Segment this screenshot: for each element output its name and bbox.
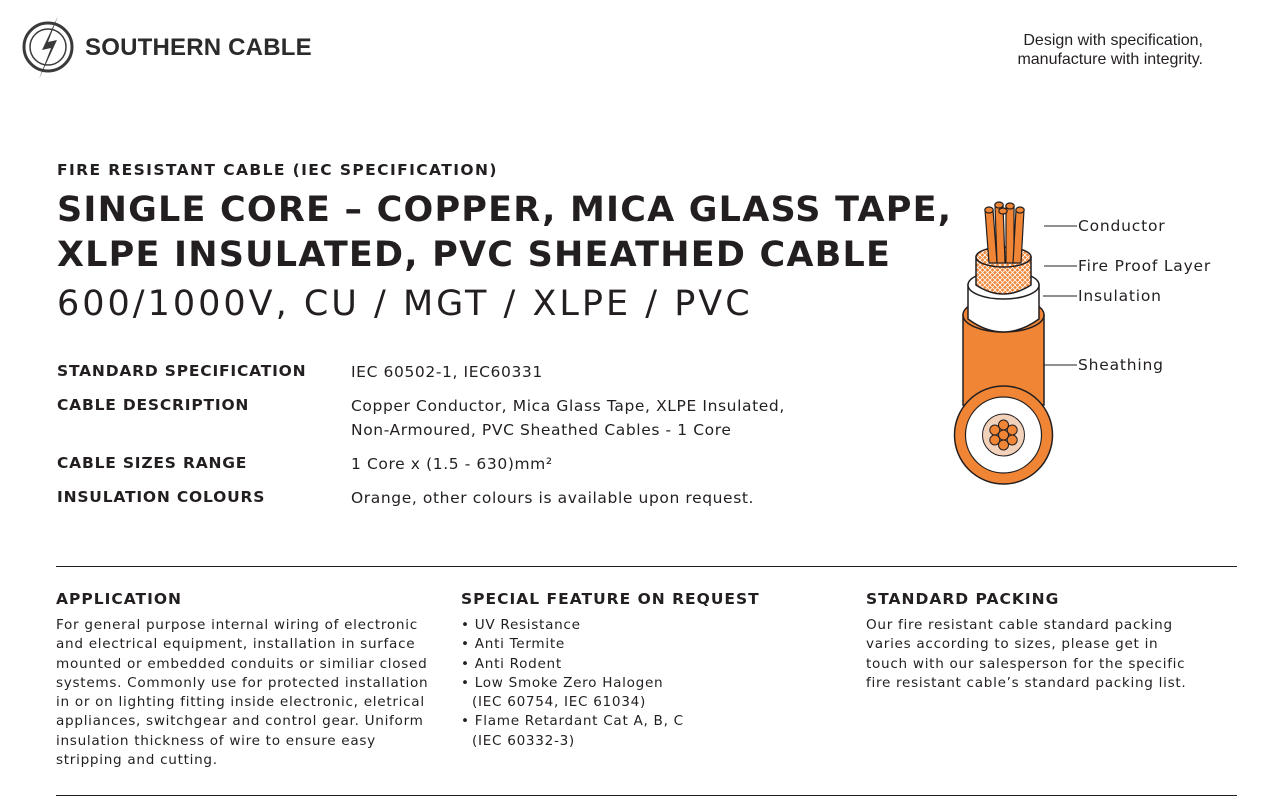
divider-top	[56, 566, 1237, 567]
feature-item-standard: (IEC 60754, IEC 61034)	[472, 694, 646, 711]
spec-value-description-line-2: Non-Armoured, PVC Sheathed Cables - 1 Core	[351, 421, 732, 439]
product-subtitle: 600/1000V, CU / MGT / XLPE / PVC	[57, 284, 753, 324]
tagline-line-2: manufacture with integrity.	[1017, 51, 1203, 68]
callout-fire-proof-layer: Fire Proof Layer	[1078, 257, 1212, 275]
product-title-line-1: SINGLE CORE – COPPER, MICA GLASS TAPE,	[57, 190, 953, 230]
application-body: For general purpose internal wiring of electronic and electrical equipment, installation in surface mounted or embedded conduits or similiar closed systems. Commonly use for protected installation in or on lighting fitting inside electronic, eletrical appliances, switchgear and control gear. Uniform insulation thickness of wire to ensure easy stripping and cutting.	[56, 617, 429, 769]
callout-sheathing: Sheathing	[1078, 356, 1164, 374]
standard-packing-section	[866, 590, 1246, 693]
feature-item-text: Anti Termite	[474, 636, 565, 653]
cable-cross-section-diagram	[940, 195, 1230, 495]
spec-value-description	[351, 394, 785, 442]
tagline	[1017, 31, 1203, 69]
feature-item-standard: (IEC 60332-3)	[472, 732, 575, 749]
spec-label-description: CABLE DESCRIPTION	[57, 396, 250, 414]
feature-item	[461, 616, 841, 635]
conductor-strands	[985, 202, 1024, 263]
feature-item-text: Anti Rodent	[474, 655, 562, 672]
special-feature-section	[461, 590, 841, 751]
spec-label-standard: STANDARD SPECIFICATION	[57, 362, 307, 380]
lightning-bolt-circle-icon	[22, 14, 76, 80]
tagline-line-1: Design with specification,	[1023, 32, 1203, 49]
callout-insulation: Insulation	[1078, 287, 1162, 305]
product-title-line-2: XLPE INSULATED, PVC SHEATHED CABLE	[57, 235, 892, 275]
feature-item	[461, 635, 841, 654]
feature-item	[461, 712, 841, 751]
product-category: FIRE RESISTANT CABLE (IEC SPECIFICATION)	[57, 161, 498, 179]
feature-item-text: Low Smoke Zero Halogen	[474, 674, 664, 691]
callout-conductor: Conductor	[1078, 217, 1166, 235]
brand-name: SOUTHERN CABLE	[85, 34, 312, 61]
application-section	[56, 590, 436, 770]
feature-item	[461, 655, 841, 674]
standard-packing-body: Our fire resistant cable standard packing varies according to sizes, please get in touch with our salesperson for the specific fire resistant cable’s standard packing list.	[866, 617, 1187, 691]
spec-value-standard: IEC 60502-1, IEC60331	[351, 363, 543, 381]
special-feature-list	[461, 616, 841, 751]
product-title	[57, 188, 952, 278]
divider-bottom	[56, 795, 1237, 796]
spec-label-sizes: CABLE SIZES RANGE	[57, 454, 248, 472]
spec-value-description-line-1: Copper Conductor, Mica Glass Tape, XLPE Insulated,	[351, 397, 785, 415]
cable-end-face	[955, 386, 1053, 484]
spec-value-colours: Orange, other colours is available upon request.	[351, 489, 755, 507]
feature-item-text: Flame Retardant Cat A, B, C	[474, 713, 684, 730]
feature-item	[461, 674, 841, 713]
standard-packing-heading: STANDARD PACKING	[866, 590, 1060, 608]
spec-label-colours: INSULATION COLOURS	[57, 488, 266, 506]
feature-item-text: UV Resistance	[474, 617, 581, 633]
special-feature-heading: SPECIAL FEATURE ON REQUEST	[461, 590, 760, 608]
spec-value-sizes: 1 Core x (1.5 - 630)mm²	[351, 455, 553, 473]
application-heading: APPLICATION	[56, 590, 183, 608]
